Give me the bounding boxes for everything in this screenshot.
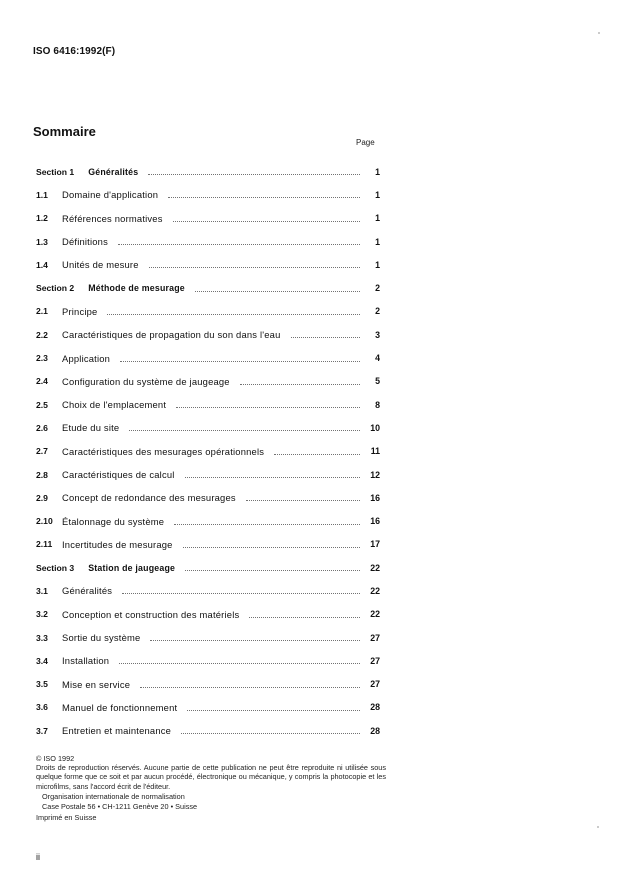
toc-entry-title: Étalonnage du système	[62, 515, 165, 527]
dot-leader	[173, 221, 360, 222]
dot-leader	[120, 361, 360, 362]
toc-entry-title: Caractéristiques de calcul	[62, 469, 175, 480]
toc-entry-row	[36, 626, 380, 649]
toc-entry-page: 1	[375, 213, 380, 224]
toc-entry-title: Généralités	[88, 166, 139, 177]
toc-entry-number: 3.3	[36, 632, 48, 643]
toc-entry-page: 5	[375, 376, 380, 387]
toc-entry-title: Installation	[62, 655, 110, 667]
toc-entry-title: Configuration du système de jaugeage	[62, 375, 230, 387]
page-column-label: Page	[356, 138, 375, 147]
toc-entry-number: 2.11	[36, 539, 53, 550]
toc-entry-number: 2.8	[36, 469, 48, 480]
dot-leader	[185, 570, 360, 571]
toc-entry-number: 2.9	[36, 492, 48, 503]
toc-entry-number: 2.1	[36, 306, 48, 317]
toc-entry-row	[36, 370, 380, 393]
rights-statement: Droits de reproduction réservés. Aucune partie de cette publication ne peut être reproduite ni utilisée sous quelque forme que ce soit et par aucun procédé, électronique ou mécanique, y compris la photocopie et les microfilms, sans l'accord écrit de l'éditeur.	[36, 763, 386, 791]
toc-section-row	[36, 556, 380, 579]
toc-entry-row	[36, 463, 380, 486]
page-title: Sommaire	[33, 124, 96, 139]
toc-entry-row	[36, 183, 380, 206]
page-number: ii	[36, 852, 40, 862]
dot-leader	[176, 407, 360, 408]
toc-entry-row	[36, 207, 380, 230]
toc-entry-number: 3.2	[36, 609, 48, 620]
toc-entry-row	[36, 649, 380, 672]
toc-entry-page: 2	[375, 306, 380, 317]
dot-leader	[122, 593, 360, 594]
toc-entry-number: 3.1	[36, 585, 48, 596]
dot-leader	[119, 663, 360, 664]
toc-entry-title: Généralités	[62, 585, 113, 597]
scan-speck	[597, 826, 599, 828]
toc-entry-title: Principe	[62, 305, 98, 317]
dot-leader	[185, 477, 360, 478]
toc-entry-title: Sortie du système	[62, 632, 141, 644]
toc-entry-title: Manuel de fonctionnement	[62, 701, 178, 713]
toc-entry-page: 11	[370, 446, 380, 457]
toc-entry-page: 17	[370, 539, 380, 550]
toc-entry-page: 28	[370, 702, 380, 713]
toc-entry-page: 16	[370, 492, 380, 503]
toc-entry-title: Etude du site	[62, 422, 120, 434]
toc-entry-page: 2	[375, 283, 380, 294]
dot-leader	[183, 547, 360, 548]
toc-entry-title: Conception et construction des matériels	[62, 608, 240, 620]
toc-entry-number: 2.6	[36, 422, 48, 433]
toc-entry-number: 2.4	[36, 376, 48, 387]
dot-leader	[174, 524, 360, 525]
dot-leader	[249, 617, 360, 618]
toc-entry-title: Méthode de mesurage	[88, 283, 185, 294]
dot-leader	[118, 244, 360, 245]
toc-entry-page: 27	[370, 679, 380, 690]
toc-entry-title: Station de jaugeage	[88, 562, 176, 573]
copyright-notice	[36, 754, 386, 822]
toc-entry-title: Domaine d'application	[62, 189, 159, 201]
toc-entry-page: 1	[375, 259, 380, 270]
toc-entry-number: Section 3	[36, 562, 75, 573]
toc-entry-number: 2.2	[36, 329, 48, 340]
toc-entry-row	[36, 603, 380, 626]
toc-entry-row	[36, 509, 380, 532]
toc-entry-title: Choix de l'emplacement	[62, 399, 167, 411]
scan-speck	[598, 32, 600, 34]
toc-entry-page: 3	[375, 329, 380, 340]
toc-entry-number: 1.1	[36, 189, 48, 200]
organization-name: Organisation internationale de normalisation	[42, 791, 185, 801]
dot-leader	[129, 430, 360, 431]
dot-leader	[107, 314, 360, 315]
dot-leader	[148, 174, 360, 175]
toc-entry-page: 27	[370, 632, 380, 643]
toc-entry-title: Caractéristiques des mesurages opérationnels	[62, 445, 265, 457]
toc-entry-number: 1.2	[36, 213, 48, 224]
dot-leader	[246, 500, 360, 501]
toc-entry-number: 2.5	[36, 399, 48, 410]
toc-entry-row	[36, 416, 380, 439]
dot-leader	[168, 197, 360, 198]
toc-entry-page: 22	[370, 609, 380, 620]
toc-entry-title: Concept de redondance des mesurages	[62, 492, 236, 504]
toc-entry-number: 2.10	[36, 516, 53, 527]
toc-entry-page: 22	[370, 585, 380, 596]
toc-entry-number: 1.4	[36, 259, 48, 270]
toc-section-row	[36, 276, 380, 299]
toc-section-row	[36, 160, 380, 183]
toc-entry-row	[36, 719, 380, 742]
toc-entry-number: 3.7	[36, 725, 48, 736]
copyright-line: © ISO 1992	[36, 754, 75, 763]
toc-entry-row	[36, 323, 380, 346]
dot-leader	[150, 640, 360, 641]
toc-entry-title: Incertitudes de mesurage	[62, 538, 173, 550]
toc-entry-page: 27	[370, 655, 380, 666]
toc-entry-page: 4	[375, 353, 380, 364]
toc-entry-page: 12	[370, 469, 380, 480]
toc-entry-row	[36, 253, 380, 276]
toc-entry-number: Section 1	[36, 166, 75, 177]
organization-address: Case Postale 56 • CH-1211 Genève 20 • Suisse	[42, 802, 198, 812]
toc-entry-number: 3.4	[36, 655, 48, 666]
toc-entry-row	[36, 300, 380, 323]
dot-leader	[240, 384, 360, 385]
toc-entry-number: Section 2	[36, 283, 75, 294]
toc-entry-row	[36, 533, 380, 556]
toc-entry-row	[36, 440, 380, 463]
document-id: ISO 6416:1992(F)	[33, 46, 116, 57]
toc-entry-row	[36, 696, 380, 719]
toc-entry-title: Caractéristiques de propagation du son dans l'eau	[62, 329, 281, 341]
dot-leader	[187, 710, 360, 711]
toc-entry-number: 3.6	[36, 702, 48, 713]
toc-entry-page: 16	[370, 516, 380, 527]
toc-entry-page: 28	[370, 725, 380, 736]
toc-entry-page: 1	[375, 166, 380, 177]
toc-entry-number: 2.7	[36, 446, 48, 457]
toc-entry-page: 1	[375, 236, 380, 247]
toc-entry-number: 3.5	[36, 679, 48, 690]
toc-entry-page: 10	[370, 422, 380, 433]
dot-leader	[291, 337, 361, 338]
table-of-contents	[36, 160, 380, 742]
dot-leader	[149, 267, 360, 268]
toc-entry-title: Unités de mesure	[62, 259, 139, 271]
toc-entry-row	[36, 486, 380, 509]
toc-entry-title: Définitions	[62, 236, 108, 248]
toc-entry-row	[36, 579, 380, 602]
toc-entry-number: 2.3	[36, 353, 48, 364]
printed-in: Imprimé en Suisse	[36, 813, 97, 823]
dot-leader	[195, 291, 360, 292]
dot-leader	[140, 687, 360, 688]
toc-entry-row	[36, 346, 380, 369]
dot-leader	[181, 733, 360, 734]
toc-entry-title: Application	[62, 352, 111, 364]
toc-entry-title: Références normatives	[62, 212, 163, 224]
toc-entry-page: 1	[375, 189, 380, 200]
toc-entry-number: 1.3	[36, 236, 48, 247]
toc-entry-row	[36, 230, 380, 253]
toc-entry-title: Mise en service	[62, 678, 131, 690]
dot-leader	[274, 454, 360, 455]
toc-entry-title: Entretien et maintenance	[62, 725, 172, 737]
toc-entry-page: 22	[370, 562, 380, 573]
toc-entry-page: 8	[375, 399, 380, 410]
toc-entry-row	[36, 673, 380, 696]
toc-entry-row	[36, 393, 380, 416]
